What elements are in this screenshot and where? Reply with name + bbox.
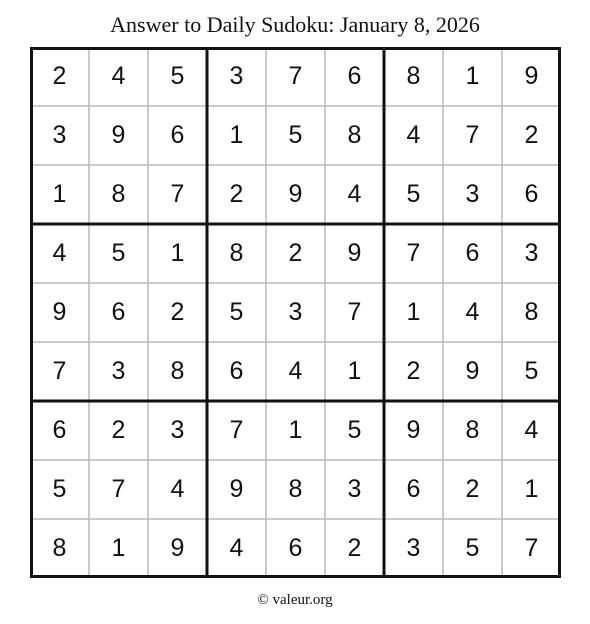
sudoku-cell[interactable]: 6: [524, 180, 539, 208]
sudoku-cell[interactable]: 1: [524, 475, 539, 503]
sudoku-cell[interactable]: 4: [406, 121, 421, 149]
sudoku-cell[interactable]: 7: [347, 298, 362, 326]
sudoku-cell[interactable]: 2: [347, 534, 362, 562]
sudoku-cell[interactable]: 8: [111, 180, 126, 208]
sudoku-cell[interactable]: 9: [170, 534, 185, 562]
sudoku-cell[interactable]: 6: [111, 298, 126, 326]
sudoku-cell[interactable]: 9: [524, 62, 539, 90]
sudoku-cell[interactable]: 1: [406, 298, 421, 326]
sudoku-cell[interactable]: 6: [52, 416, 67, 444]
sudoku-cell[interactable]: 8: [347, 121, 362, 149]
sudoku-cell[interactable]: 1: [229, 121, 244, 149]
sudoku-cell[interactable]: 1: [170, 239, 185, 267]
sudoku-cell[interactable]: 3: [524, 239, 539, 267]
sudoku-cell[interactable]: 5: [347, 416, 362, 444]
sudoku-cell[interactable]: 6: [465, 239, 480, 267]
sudoku-cell[interactable]: 7: [229, 416, 244, 444]
sudoku-board: [30, 47, 561, 578]
puzzle-title: Answer to Daily Sudoku: January 8, 2026: [110, 12, 480, 37]
sudoku-cell[interactable]: 4: [52, 239, 67, 267]
sudoku-cell[interactable]: 4: [288, 357, 303, 385]
sudoku-cell[interactable]: 9: [111, 121, 126, 149]
sudoku-cell[interactable]: 2: [111, 416, 126, 444]
sudoku-cell[interactable]: 1: [347, 357, 362, 385]
sudoku-cell[interactable]: 7: [288, 62, 303, 90]
sudoku-cell[interactable]: 3: [111, 357, 126, 385]
sudoku-cell[interactable]: 4: [229, 534, 244, 562]
sudoku-cell[interactable]: 5: [465, 534, 480, 562]
sudoku-cell[interactable]: 7: [406, 239, 421, 267]
sudoku-cell[interactable]: 4: [465, 298, 480, 326]
sudoku-cell[interactable]: 2: [229, 180, 244, 208]
sudoku-cell[interactable]: 3: [347, 475, 362, 503]
sudoku-cell[interactable]: 7: [170, 180, 185, 208]
sudoku-cell[interactable]: 9: [288, 180, 303, 208]
sudoku-cell[interactable]: 4: [170, 475, 185, 503]
sudoku-cell[interactable]: 8: [170, 357, 185, 385]
sudoku-cell[interactable]: 2: [52, 62, 67, 90]
sudoku-cell[interactable]: 9: [229, 475, 244, 503]
sudoku-cell[interactable]: 9: [347, 239, 362, 267]
sudoku-cell[interactable]: 5: [229, 298, 244, 326]
sudoku-cell[interactable]: 9: [406, 416, 421, 444]
sudoku-cell[interactable]: 9: [52, 298, 67, 326]
sudoku-cell[interactable]: 6: [347, 62, 362, 90]
sudoku-cell[interactable]: 9: [465, 357, 480, 385]
sudoku-cell[interactable]: 3: [170, 416, 185, 444]
sudoku-cell[interactable]: 5: [288, 121, 303, 149]
sudoku-cell[interactable]: 8: [229, 239, 244, 267]
copyright-footer: © valeur.org: [257, 592, 333, 608]
sudoku-cell[interactable]: 1: [465, 62, 480, 90]
sudoku-cell[interactable]: 1: [111, 534, 126, 562]
sudoku-cell[interactable]: 2: [170, 298, 185, 326]
sudoku-cell[interactable]: 7: [111, 475, 126, 503]
sudoku-cell[interactable]: 6: [170, 121, 185, 149]
sudoku-cell[interactable]: 3: [52, 121, 67, 149]
sudoku-cell[interactable]: 4: [111, 62, 126, 90]
sudoku-cell[interactable]: 4: [524, 416, 539, 444]
sudoku-cell[interactable]: 3: [288, 298, 303, 326]
sudoku-cell[interactable]: 2: [465, 475, 480, 503]
sudoku-cell[interactable]: 6: [406, 475, 421, 503]
sudoku-cell[interactable]: 4: [347, 180, 362, 208]
sudoku-cell[interactable]: 3: [229, 62, 244, 90]
sudoku-cell[interactable]: 6: [288, 534, 303, 562]
sudoku-cell[interactable]: 3: [406, 534, 421, 562]
sudoku-cell[interactable]: 1: [52, 180, 67, 208]
sudoku-cell[interactable]: 5: [406, 180, 421, 208]
sudoku-cell[interactable]: 5: [170, 62, 185, 90]
sudoku-cell[interactable]: 2: [524, 121, 539, 149]
sudoku-cell[interactable]: 5: [52, 475, 67, 503]
sudoku-cell[interactable]: 8: [406, 62, 421, 90]
sudoku-cell[interactable]: 8: [52, 534, 67, 562]
sudoku-cell[interactable]: 5: [111, 239, 126, 267]
sudoku-cell[interactable]: 1: [288, 416, 303, 444]
sudoku-cell[interactable]: 8: [288, 475, 303, 503]
sudoku-cell[interactable]: 7: [524, 534, 539, 562]
sudoku-cell[interactable]: 5: [524, 357, 539, 385]
sudoku-cell[interactable]: 8: [524, 298, 539, 326]
sudoku-cell[interactable]: 2: [406, 357, 421, 385]
sudoku-cell[interactable]: 3: [465, 180, 480, 208]
sudoku-cell[interactable]: 8: [465, 416, 480, 444]
sudoku-cell[interactable]: 2: [288, 239, 303, 267]
sudoku-cell[interactable]: 7: [52, 357, 67, 385]
sudoku-cell[interactable]: 6: [229, 357, 244, 385]
sudoku-cell[interactable]: 7: [465, 121, 480, 149]
